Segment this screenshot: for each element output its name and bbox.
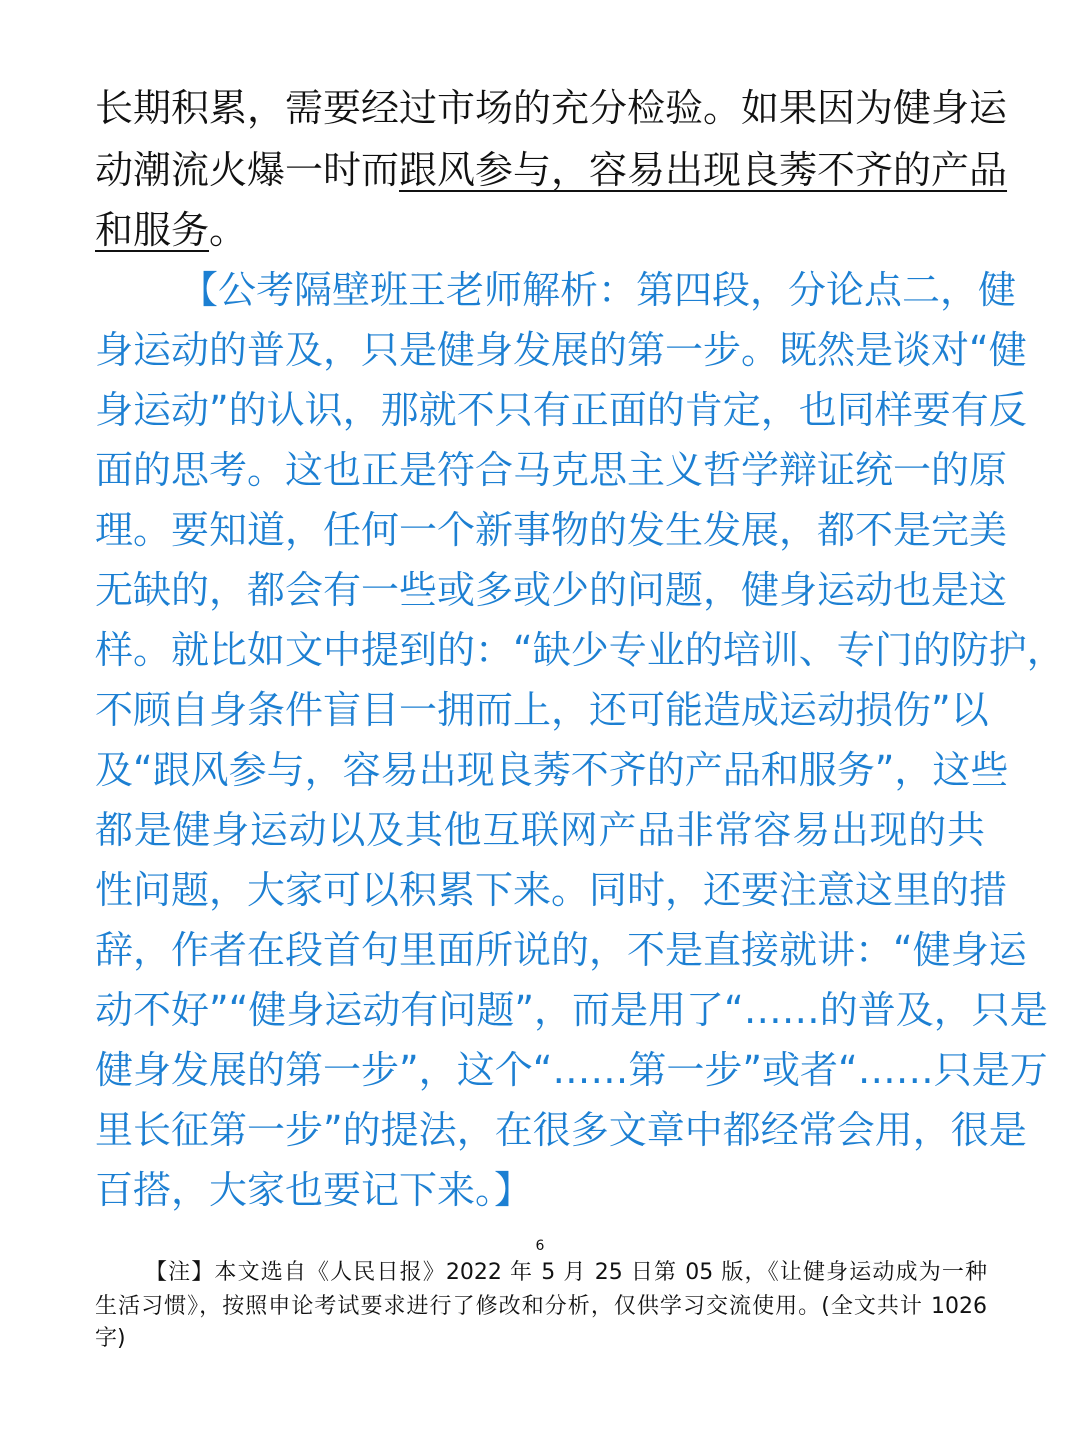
- analysis-line: 及“跟风参与，容易出现良莠不齐的产品和服务”，这些: [95, 748, 1009, 792]
- analysis-line: 百搭，大家也要记下来。】: [95, 1168, 533, 1212]
- analysis-line: 理。要知道，任何一个新事物的发生发展，都不是完美: [95, 508, 1008, 552]
- analysis-line: 不顾自身条件盲目一拥而上，还可能造成运动损伤”以: [95, 688, 989, 732]
- analysis-line: 辞，作者在段首句里面所说的，不是直接就讲：“健身运: [95, 928, 1027, 972]
- analysis-line: 都是健身运动以及其他互联网产品非常容易出现的共: [95, 808, 985, 852]
- analysis-line: 健身发展的第一步”，这个“……第一步”或者“……只是万: [95, 1048, 1048, 1092]
- body-line-2: [95, 140, 1008, 200]
- analysis-line: 身运动”的认识，那就不只有正面的肯定，也同样要有反: [95, 388, 1027, 432]
- analysis-line: 【公考隔壁班王老师解析：第四段，分论点二，健: [180, 268, 1017, 312]
- note-line-1: 【注】本文选自《人民日报》2022 年 5 月 25 日第 05 版，《让健身运动成为一种: [145, 1260, 987, 1285]
- analysis-line: 样。就比如文中提到的：“缺少专业的培训、专门的防护，: [95, 628, 1065, 672]
- note-line-2: 生活习惯》，按照申论考试要求进行了修改和分析，仅供学习交流使用。(全文共计 1026: [95, 1294, 987, 1319]
- analysis-line: 面的思考。这也正是符合马克思主义哲学辩证统一的原: [95, 448, 1008, 492]
- analysis-line: 里长征第一步”的提法，在很多文章中都经常会用，很是: [95, 1108, 1027, 1152]
- analysis-line: 身运动的普及，只是健身发展的第一步。既然是谈对“健: [95, 328, 1027, 372]
- analysis-line: 动不好”“健身运动有问题”，而是用了“……的普及，只是: [95, 988, 1048, 1032]
- body-text-plain: 动潮流火爆一时而: [95, 148, 400, 192]
- note-line-3: 字): [95, 1326, 126, 1351]
- underlined-text: 跟风参与，容易出现良莠不齐的产品: [399, 148, 1008, 192]
- analysis-line: 性问题，大家可以积累下来。同时，还要注意这里的措: [95, 868, 1008, 912]
- body-line-1: 长期积累，需要经过市场的充分检验。如果因为健身运: [95, 86, 1008, 130]
- body-text-plain: 。: [209, 208, 248, 252]
- underlined-text: 和服务: [95, 208, 210, 252]
- page-number: 6: [535, 1238, 545, 1254]
- body-line-3: [95, 200, 985, 260]
- analysis-line: 无缺的，都会有一些或多或少的问题，健身运动也是这: [95, 568, 1008, 612]
